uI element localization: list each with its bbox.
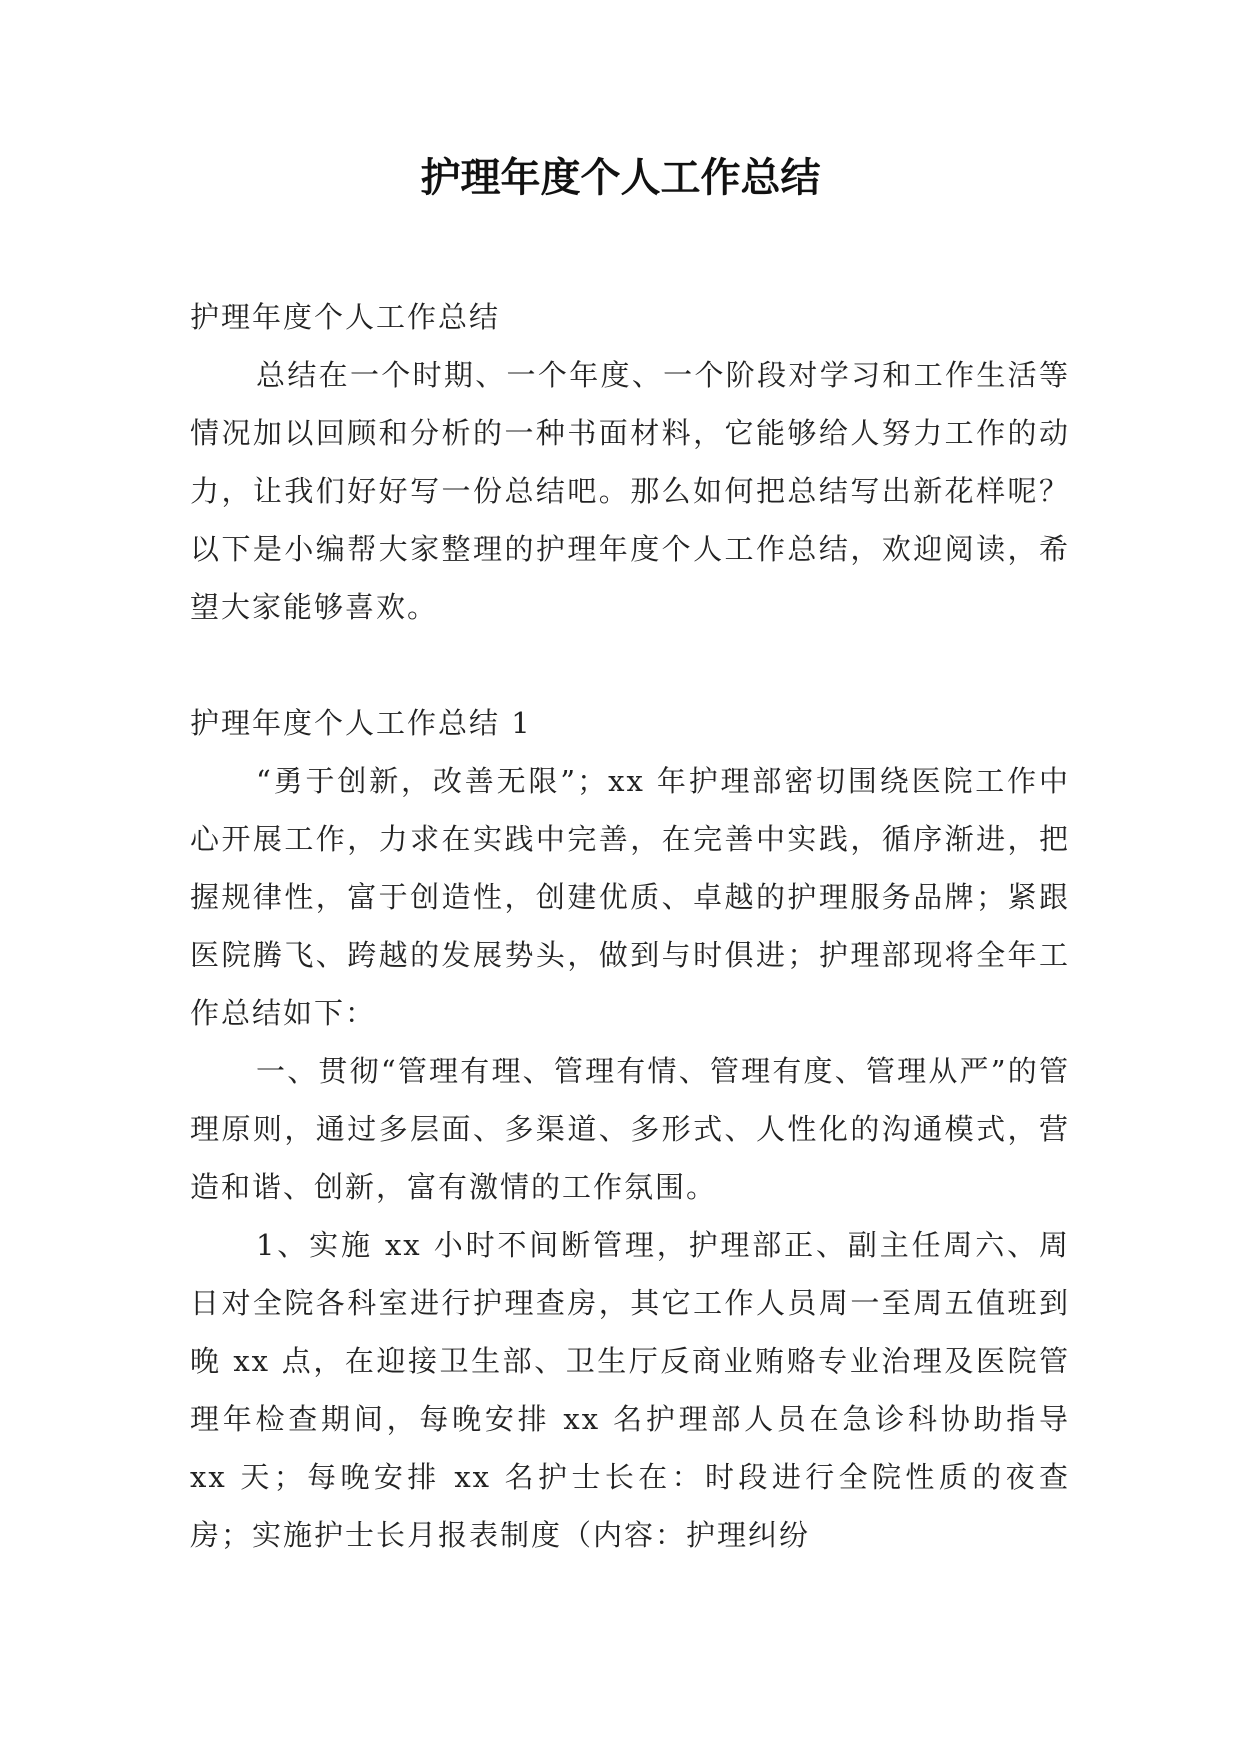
document-body — [190, 288, 1070, 1564]
intro-paragraph: 总结在一个时期、一个年度、一个阶段对学习和工作生活等情况加以回顾和分析的一种书面材料，它能够给人努力工作的动力，让我们好好写一份总结吧。那么如何把总结写出新花样呢？以下是小编帮大家整理的护理年度个人工作总结，欢迎阅读，希望大家能够喜欢。 — [190, 358, 1070, 624]
body-paragraph: “勇于创新，改善无限”；xx 年护理部密切围绕医院工作中心开展工作，力求在实践中完善，在完善中实践，循序渐进，把握规律性，富于创造性，创建优质、卓越的护理服务品牌；紧跟医院腾飞、跨越的发展势头，做到与时俱进；护理部现将全年工作总结如下： — [190, 764, 1070, 1030]
body-paragraph: 1、实施 xx 小时不间断管理，护理部正、副主任周六、周日对全院各科室进行护理查房，其它工作人员周一至周五值班到晚 xx 点，在迎接卫生部、卫生厅反商业贿赂专业治理及医院管理年检查期间，每晚安排 xx 名护理部人员在急诊科协助指导 xx 天；每晚安排 xx 名护士长在：时段进行全院性质的夜查房；实施护士长月报表制度（内容：护理纠纷 — [190, 1228, 1070, 1552]
body-paragraph: 一、贯彻“管理有理、管理有情、管理有度、管理从严”的管理原则，通过多层面、多渠道、多形式、人性化的沟通模式，营造和谐、创新，富有激情的工作氛围。 — [190, 1054, 1070, 1204]
document-title: 护理年度个人工作总结 — [420, 155, 821, 201]
section-heading: 护理年度个人工作总结 — [190, 300, 501, 334]
section-heading: 护理年度个人工作总结 1 — [190, 706, 532, 740]
